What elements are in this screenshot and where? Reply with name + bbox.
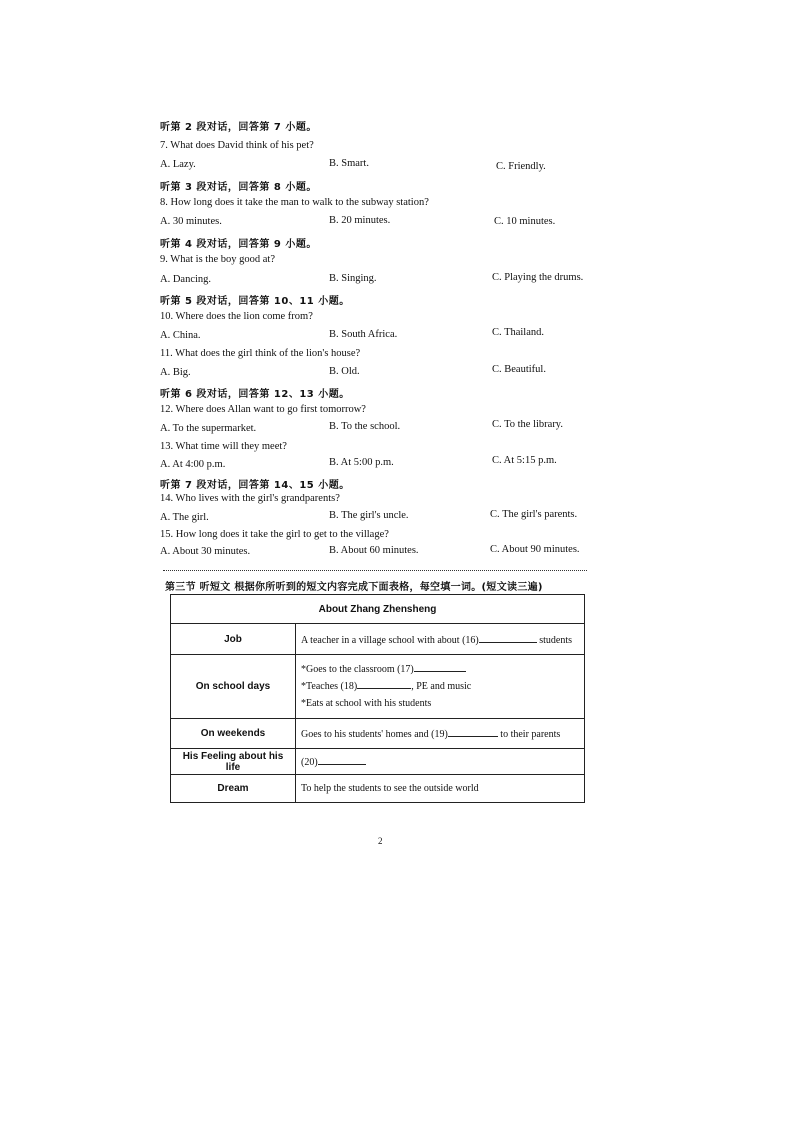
question-7-option-b: B. Smart.	[329, 158, 369, 169]
question-11-stem: 11. What does the girl think of the lion's house?	[160, 348, 361, 359]
question-9-option-a: A. Dancing.	[160, 274, 212, 285]
question-10-option-a: A. China.	[160, 330, 201, 341]
section-3-heading: 第三节 听短文 根据你所听到的短文内容完成下面表格，每空填一词。(短文读三遍)	[165, 582, 543, 593]
question-8-option-c: C. 10 minutes.	[494, 216, 556, 227]
weekends-label: On weekends	[171, 719, 296, 749]
question-12-stem: 12. Where does Allan want to go first tomorrow?	[160, 404, 366, 415]
question-9-stem: 9. What is the boy good at?	[160, 254, 275, 265]
feeling-text-pre: (20)	[301, 757, 318, 768]
question-8-option-a: A. 30 minutes.	[160, 216, 222, 227]
question-7-option-c: C. Friendly.	[496, 161, 546, 172]
blank-18[interactable]	[357, 679, 411, 689]
question-13-option-b: B. At 5:00 p.m.	[329, 457, 394, 468]
question-11-option-b: B. Old.	[329, 366, 360, 377]
blank-19[interactable]	[448, 727, 498, 737]
question-15-option-a: A. About 30 minutes.	[160, 546, 251, 557]
question-14-option-c: C. The girl's parents.	[490, 509, 578, 520]
weekends-text-pre: Goes to his students' homes and (19)	[301, 729, 448, 740]
instruction-seg2: 听第 2 段对话，回答第 7 小题。	[160, 122, 317, 133]
instruction-seg6: 听第 6 段对话，回答第 12、13 小题。	[160, 389, 350, 400]
question-13-stem: 13. What time will they meet?	[160, 441, 287, 452]
question-14-stem: 14. Who lives with the girl's grandparents?	[160, 493, 340, 504]
question-14-option-a: A. The girl.	[160, 512, 209, 523]
instruction-seg3: 听第 3 段对话，回答第 8 小题。	[160, 182, 317, 193]
job-text-post: students	[539, 634, 573, 646]
section-divider	[163, 570, 587, 571]
question-15-option-c: C. About 90 minutes.	[490, 544, 580, 555]
question-11-option-c: C. Beautiful.	[492, 364, 546, 375]
page-number: 2	[378, 836, 383, 846]
school-line-1	[301, 661, 579, 678]
question-12-option-c: C. To the library.	[492, 419, 564, 430]
question-15-stem: 15. How long does it take the girl to get to the village?	[160, 529, 389, 540]
job-label: Job	[171, 624, 296, 655]
blank-16[interactable]	[479, 633, 537, 643]
question-12-option-b: B. To the school.	[329, 421, 401, 432]
instruction-seg7: 听第 7 段对话，回答第 14、15 小题。	[160, 480, 350, 491]
school-line-3: *Eats at school with his students	[301, 698, 432, 709]
job-cell	[296, 624, 585, 655]
feeling-label: His Feeling about his life	[171, 749, 296, 775]
table-title: About Zhang Zhensheng	[171, 595, 585, 624]
question-10-stem: 10. Where does the lion come from?	[160, 311, 313, 322]
feeling-cell	[296, 749, 585, 775]
question-9-option-b: B. Singing.	[329, 273, 377, 284]
instruction-seg4: 听第 4 段对话，回答第 9 小题。	[160, 239, 317, 250]
school-days-cell	[296, 655, 585, 719]
info-table	[170, 594, 585, 803]
question-7-option-a: A. Lazy.	[160, 159, 196, 170]
question-10-option-b: B. South Africa.	[329, 329, 398, 340]
instruction-seg5: 听第 5 段对话，回答第 10、11 小题。	[160, 296, 350, 307]
school-line-1-text: *Goes to the classroom (17)	[301, 664, 414, 675]
school-days-label: On school days	[171, 655, 296, 719]
question-13-option-a: A. At 4:00 p.m.	[160, 459, 226, 470]
question-14-option-b: B. The girl's uncle.	[329, 510, 409, 521]
question-9-option-c: C. Playing the drums.	[492, 272, 584, 283]
blank-20[interactable]	[318, 755, 366, 765]
school-line-2	[301, 678, 579, 695]
question-15-option-b: B. About 60 minutes.	[329, 545, 419, 556]
weekends-cell	[296, 719, 585, 749]
question-10-option-c: C. Thailand.	[492, 327, 545, 338]
dream-label: Dream	[171, 775, 296, 803]
dream-cell: To help the students to see the outside world	[296, 775, 585, 803]
school-line-2-post: , PE and music	[411, 681, 472, 692]
question-13-option-c: C. At 5:15 p.m.	[492, 455, 557, 466]
question-7-stem: 7. What does David think of his pet?	[160, 140, 314, 151]
question-12-option-a: A. To the supermarket.	[160, 423, 257, 434]
question-11-option-a: A. Big.	[160, 367, 191, 378]
job-text-pre: A teacher in a village school with about (16)	[301, 634, 479, 646]
school-line-2-pre: *Teaches (18)	[301, 681, 358, 692]
question-8-stem: 8. How long does it take the man to walk to the subway station?	[160, 197, 429, 208]
blank-17[interactable]	[414, 662, 466, 672]
weekends-text-post: to their parents	[500, 729, 561, 740]
question-8-option-b: B. 20 minutes.	[329, 215, 391, 226]
